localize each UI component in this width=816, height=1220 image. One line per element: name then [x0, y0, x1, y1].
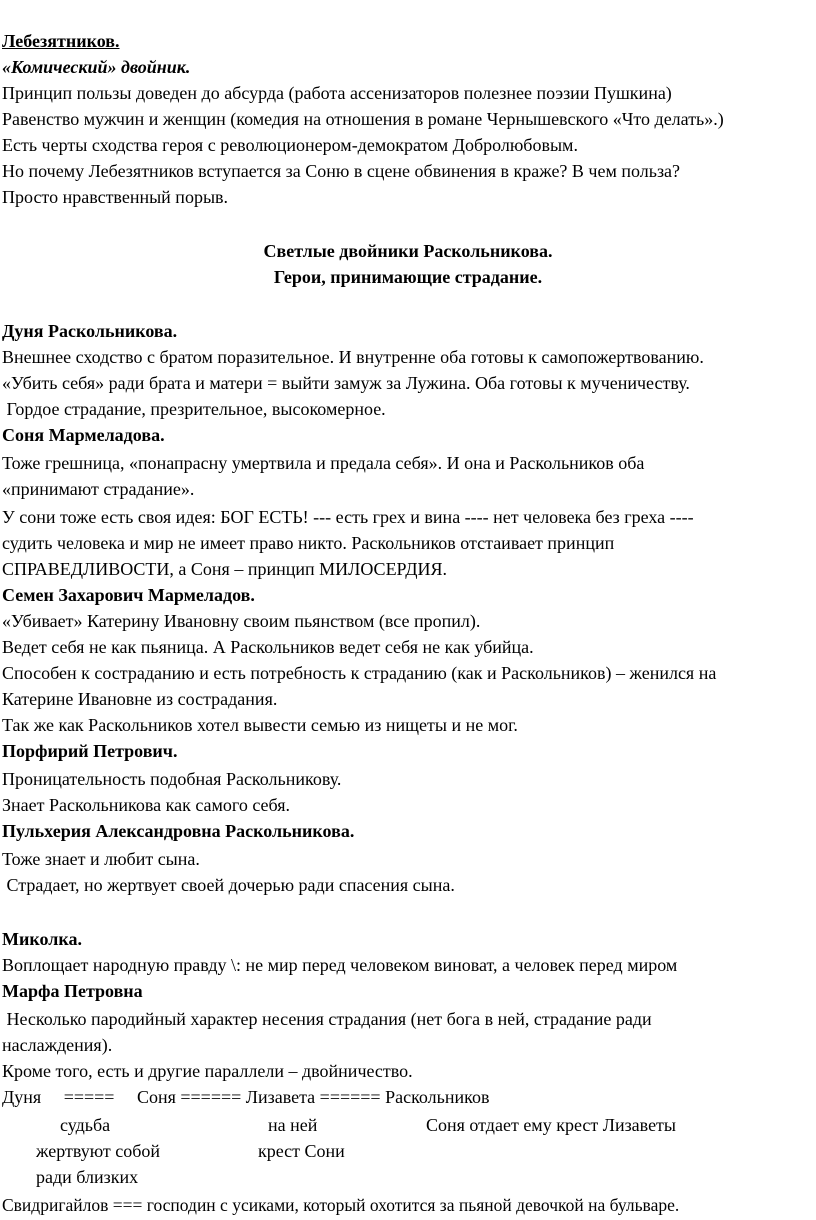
section-subtitle: Герои, принимающие страдание. — [273, 267, 543, 287]
text-line: Тоже грешница, «понапрасну умертвила и предала себя». И она и Раскольников оба — [2, 453, 645, 473]
text-line: Так же как Раскольников хотел вывести семью из нищеты и не мог. — [2, 715, 518, 735]
lebezyatnikov-subheading: «Комический» двойник. — [2, 57, 191, 77]
text-line: Знает Раскольникова как самого себя. — [2, 795, 291, 815]
pulkheria-heading: Пульхерия Александровна Раскольникова. — [2, 821, 355, 841]
text-line: СПРАВЕДЛИВОСТИ, а Соня – принцип МИЛОСЕРДИЯ. — [2, 559, 447, 579]
parallels-row: Дуня ===== Соня ====== Лизавета ====== Раскольников — [2, 1087, 490, 1107]
text-line: Воплощает народную правду \: не мир перед человеком виноват, а человек перед миром — [2, 955, 678, 975]
text-line: Катерине Ивановне из сострадания. — [2, 689, 278, 709]
text-line: Ведет себя не как пьяница. А Раскольников ведет себя не как убийца. — [2, 637, 534, 657]
dunya-heading: Дуня Раскольникова. — [2, 321, 178, 341]
semyon-heading: Семен Захарович Мармеладов. — [2, 585, 255, 605]
text-line: Но почему Лебезятников вступается за Соню в сцене обвинения в краже? В чем польза? — [2, 161, 681, 181]
porfiry-heading: Порфирий Петрович. — [2, 741, 178, 761]
svidrigailov-line: Свидригайлов === господин с усиками, который охотится за пьяной девочкой на бульваре. — [2, 1195, 680, 1215]
dunya-column-text: жертвуют собой — [36, 1141, 161, 1161]
text-line: Кроме того, есть и другие параллели – двойничество. — [2, 1061, 413, 1081]
text-line: «Убить себя» ради брата и матери = выйти замуж за Лужина. Оба готовы к мученичеству. — [2, 373, 690, 393]
lebezyatnikov-heading: Лебезятников. — [2, 31, 120, 51]
text-line: Внешнее сходство с братом поразительное. И внутренне оба готовы к самопожертвованию. — [2, 347, 704, 367]
text-line: Страдает, но жертвует своей дочерью ради спасения сына. — [2, 875, 455, 895]
text-line: Несколько пародийный характер несения страдания (нет бога в ней, страдание ради — [2, 1009, 652, 1029]
text-line: судить человека и мир не имеет право никто. Раскольников отстаивает принцип — [2, 533, 615, 553]
text-line: «принимают страдание». — [2, 479, 195, 499]
text-line: Просто нравственный порыв. — [2, 187, 229, 207]
text-line: Есть черты сходства героя с революционером-демократом Добролюбовым. — [2, 135, 578, 155]
text-line: Способен к состраданию и есть потребность к страданию (как и Раскольников) – женился на — [2, 663, 717, 683]
text-line: Равенство мужчин и женщин (комедия на отношения в романе Чернышевского «Что делать».) — [2, 109, 724, 129]
raskolnikov-column-text: Соня отдает ему крест Лизаветы — [426, 1115, 677, 1135]
dunya-column-text: ради близких — [36, 1167, 139, 1187]
text-line: Гордое страдание, презрительное, высокомерное. — [2, 399, 386, 419]
text-line: наслаждения). — [2, 1035, 113, 1055]
text-line: Проницательность подобная Раскольникову. — [2, 769, 342, 789]
sonya-column-text: крест Сони — [258, 1141, 345, 1161]
text-line: У сони тоже есть своя идея: БОГ ЕСТЬ! --- есть грех и вина ---- нет человека без греха ---- — [2, 507, 694, 527]
text-line: Тоже знает и любит сына. — [2, 849, 200, 869]
sonya-column-text: на ней — [268, 1115, 318, 1135]
text-line: Принцип пользы доведен до абсурда (работа ассенизаторов полезнее поэзии Пушкина) — [2, 83, 672, 103]
section-title: Светлые двойники Раскольникова. — [263, 241, 553, 261]
sonya-heading: Соня Мармеладова. — [2, 425, 165, 445]
marfa-heading: Марфа Петровна — [2, 981, 143, 1001]
mikolka-heading: Миколка. — [2, 929, 82, 949]
dunya-column-text: судьба — [60, 1115, 111, 1135]
text-line: «Убивает» Катерину Ивановну своим пьянством (все пропил). — [2, 611, 481, 631]
